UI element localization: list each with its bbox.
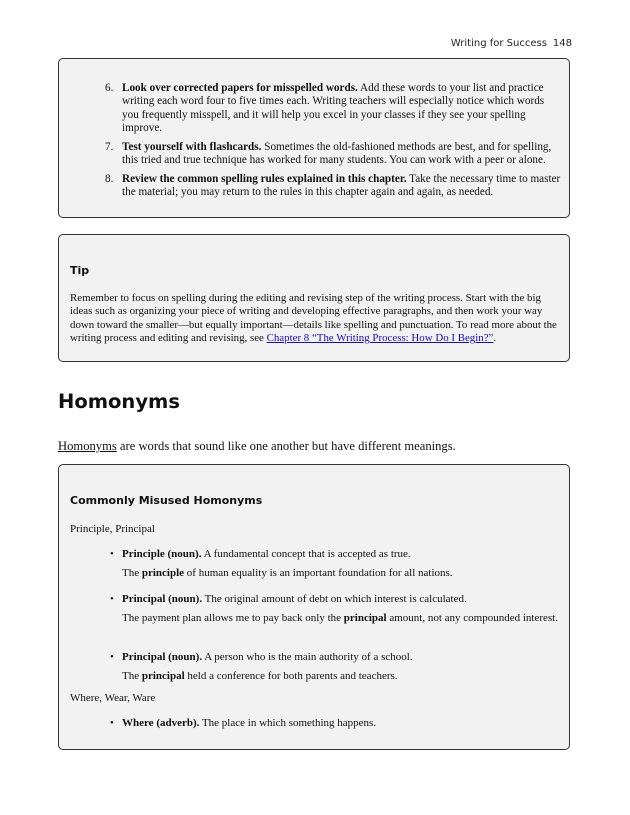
example-text: held a conference for both parents and teachers.: [184, 670, 398, 683]
list-item-lead: Review the common spelling rules explained in this chapter.: [122, 173, 407, 185]
list-number: 8.: [105, 173, 114, 185]
example-text: The: [122, 670, 142, 683]
tip-box: [58, 234, 570, 362]
homonyms-box-title: Commonly Misused Homonyms: [70, 494, 263, 507]
entry-definition: The original amount of debt on which interest is calculated.: [202, 593, 467, 605]
example-keyword: principal: [343, 612, 387, 625]
bullet: •: [110, 593, 114, 605]
list-item-text: Take the necessary time to master the material; you may return to the rules in this chapter again and again, as needed.: [122, 173, 561, 199]
group-label: Where, Wear, Ware: [70, 692, 156, 704]
homonyms-glossary-term[interactable]: Homonyms: [58, 439, 117, 453]
intro-text: are words that sound like one another but have different meanings.: [116, 439, 456, 453]
list-item-lead: Test yourself with flashcards.: [122, 141, 262, 153]
example-text: of human equality is an important foundation for all nations.: [184, 567, 453, 580]
list-number: 6.: [105, 82, 114, 94]
tip-text-before: Remember to focus on spelling during the editing and revising step of the writing process. Start with the big ideas such as organizing your piece of writing and developing effective paragraphs, and then work your way down toward the smaller—but equally important—details like spelling and punctuation. To read more about the writing process and editing and revising, see: [70, 292, 557, 345]
book-title: Writing for Success: [450, 38, 547, 49]
entry-definition: A fundamental concept that is accepted as true.: [201, 548, 411, 560]
example-keyword: principal: [141, 670, 185, 683]
list-item: [105, 82, 562, 136]
homonym-entry: [110, 651, 562, 684]
entry-example: [122, 567, 562, 580]
homonym-entry: [110, 593, 562, 626]
example-text: The: [122, 567, 142, 580]
bullet: •: [110, 548, 114, 560]
homonyms-box: [58, 464, 570, 750]
list-item: [105, 173, 562, 200]
chapter-8-link[interactable]: Chapter 8 “The Writing Process: How Do I Begin?”: [266, 332, 494, 345]
example-text: amount, not any compounded interest.: [386, 612, 558, 625]
entry-example: [122, 612, 562, 625]
bullet: •: [110, 651, 114, 663]
tip-box-text: [70, 292, 562, 346]
section-title: Homonyms: [58, 390, 180, 413]
spelling-tips-box: [58, 58, 570, 218]
entry-definition: A person who is the main authority of a school.: [202, 651, 413, 663]
list-item-lead: Look over corrected papers for misspelled words.: [122, 82, 358, 94]
entry-term: Where (adverb).: [122, 717, 200, 729]
bullet: •: [110, 717, 114, 729]
entry-definition: The place in which something happens.: [199, 717, 377, 729]
group-label: Principle, Principal: [70, 523, 155, 535]
homonym-entry: [110, 717, 562, 730]
running-header: [451, 38, 572, 49]
list-number: 7.: [105, 141, 114, 153]
entry-term: Principal (noun).: [122, 593, 203, 605]
tip-box-title: Tip: [70, 264, 90, 277]
page-number: 148: [552, 38, 572, 49]
list-item: [105, 141, 562, 168]
example-text: The payment plan allows me to pay back only the: [122, 612, 344, 625]
list-item-text: Add these words to your list and practice writing each word four to five times each. Writing teachers will especially notice which words you frequently misspell, and it will help you excel in your classes if they see your spelling improve.: [122, 82, 545, 135]
example-keyword: principle: [141, 567, 185, 580]
entry-example: [122, 670, 562, 683]
entry-term: Principle (noun).: [122, 548, 202, 560]
tip-text-after: .: [493, 332, 497, 345]
list-item-text: Sometimes the old-fashioned methods are best, and for spelling, this tried and true technique has worked for many students. You can work with a peer or alone.: [122, 141, 552, 167]
homonym-entry: [110, 548, 562, 581]
entry-term: Principal (noun).: [122, 651, 203, 663]
section-intro: [58, 439, 456, 454]
